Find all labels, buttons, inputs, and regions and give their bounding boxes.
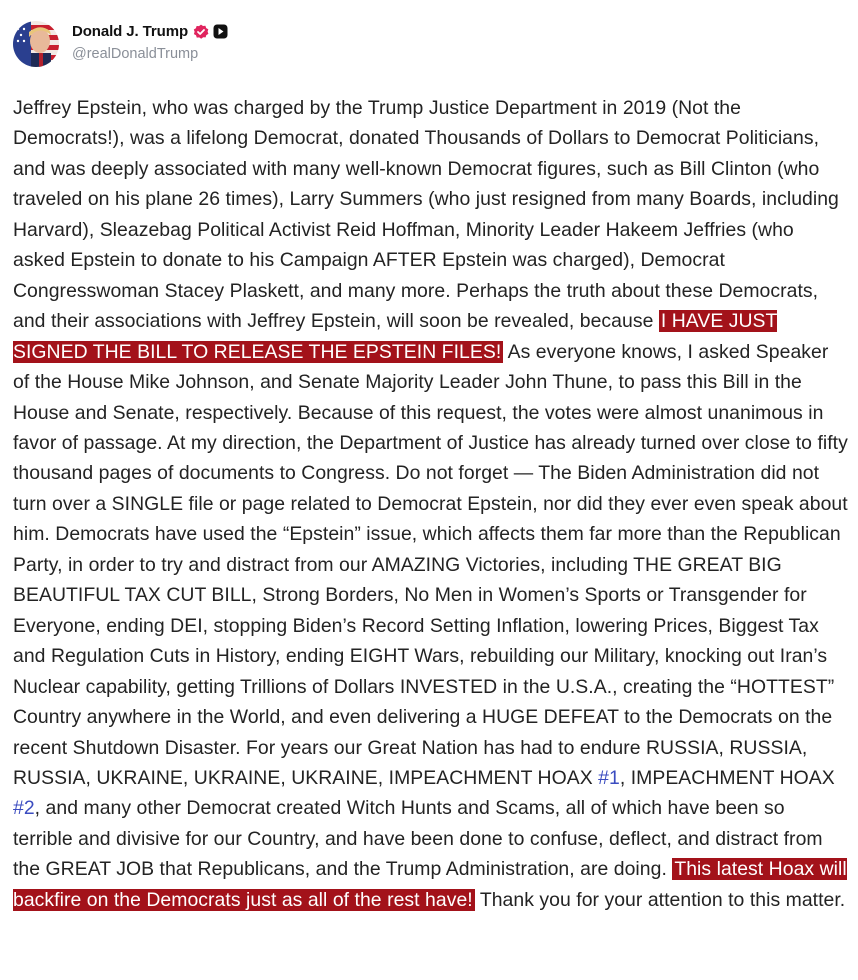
hashtag-link[interactable]: #2: [13, 797, 35, 820]
post-text-segment: , and many other Democrat created Witch Hunts and Scams, all of which have been so terrible and divisive for our Country, and have been done to confuse, deflect, and distract from the GREAT JOB that Republicans, and the Trump Administration, are doing.: [13, 797, 823, 881]
post-text-segment: Jeffrey Epstein, who was charged by the Trump Justice Department in 2019 (Not the Democrats!), was a lifelong Democrat, donated Thousands of Dollars to Democrat Politicians, and was deeply associated with many well-known Democrat figures, such as Bill Clinton (who traveled on his plane 26 times), Larry Summers (who just resigned from many Boards, including Harvard), Sleazebag Political Activist Reid Hoffman, Minority Leader Hakeem Jeffries (who asked Epstein to donate to his Campaign AFTER Epstein was charged), Democrat Congresswoman Stacey Plaskett, and many more. Perhaps the truth about these Democrats, and their associations with Jeffrey Epstein, will soon be revealed, because: [13, 97, 839, 333]
affiliate-badge-icon: [213, 24, 228, 39]
avatar-image: [13, 21, 59, 67]
avatar[interactable]: [13, 21, 59, 67]
verified-badge-icon: [193, 24, 209, 40]
post-body: [13, 93, 848, 915]
post-paragraph: [13, 93, 848, 915]
name-row: [72, 21, 228, 43]
highlighted-text: This latest Hoax will backfire on the Democrats just as all of the rest have!: [13, 858, 847, 911]
author-handle[interactable]: @realDonaldTrump: [72, 45, 199, 62]
post-text-segment: , IMPEACHMENT HOAX: [619, 766, 835, 789]
highlighted-text: I HAVE JUST SIGNED THE BILL TO RELEASE THE EPSTEIN FILES!: [13, 310, 778, 363]
post-text-segment: As everyone knows, I asked Speaker of the House Mike Johnson, and Senate Majority Leader John Thune, to pass this Bill in the House and Senate, respectively. Because of this request, the votes were almost unanimous in favor of passage. At my direction, the Department of Justice has already turned over close to fifty thousand pages of documents to Congress. Do not forget — The Biden Administration did not turn over a SINGLE file or page related to Democrat Epstein, nor did they ever even speak about him. Democrats have used the “Epstein” issue, which affects them far more than the Republican Party, in order to try and distract from our AMAZING Victories, including THE GREAT BIG BEAUTIFUL TAX CUT BILL, Strong Borders, No Men in Women’s Sports or Transgender for Everyone, ending DEI, stopping Biden’s Record Setting Inflation, lowering Prices, Biggest Tax and Regulation Cuts in History, ending EIGHT Wars, rebuilding our Military, knocking out Iran’s Nuclear capability, getting Trillions of Dollars INVESTED in the U.S.A., creating the “HOTTEST” Country anywhere in the World, and even delivering a HUGE DEFEAT to the Democrats on the recent Shutdown Disaster. For years our Great Nation has had to endure RUSSIA, RUSSIA, RUSSIA, UKRAINE, UKRAINE, UKRAINE, IMPEACHMENT HOAX: [13, 340, 848, 789]
post-text-segment: Thank you for your attention to this matter.: [474, 888, 846, 911]
hashtag-link[interactable]: #1: [598, 766, 620, 789]
display-name[interactable]: Donald J. Trump: [72, 23, 189, 40]
author-names: [72, 21, 228, 62]
post-header: [13, 18, 228, 70]
